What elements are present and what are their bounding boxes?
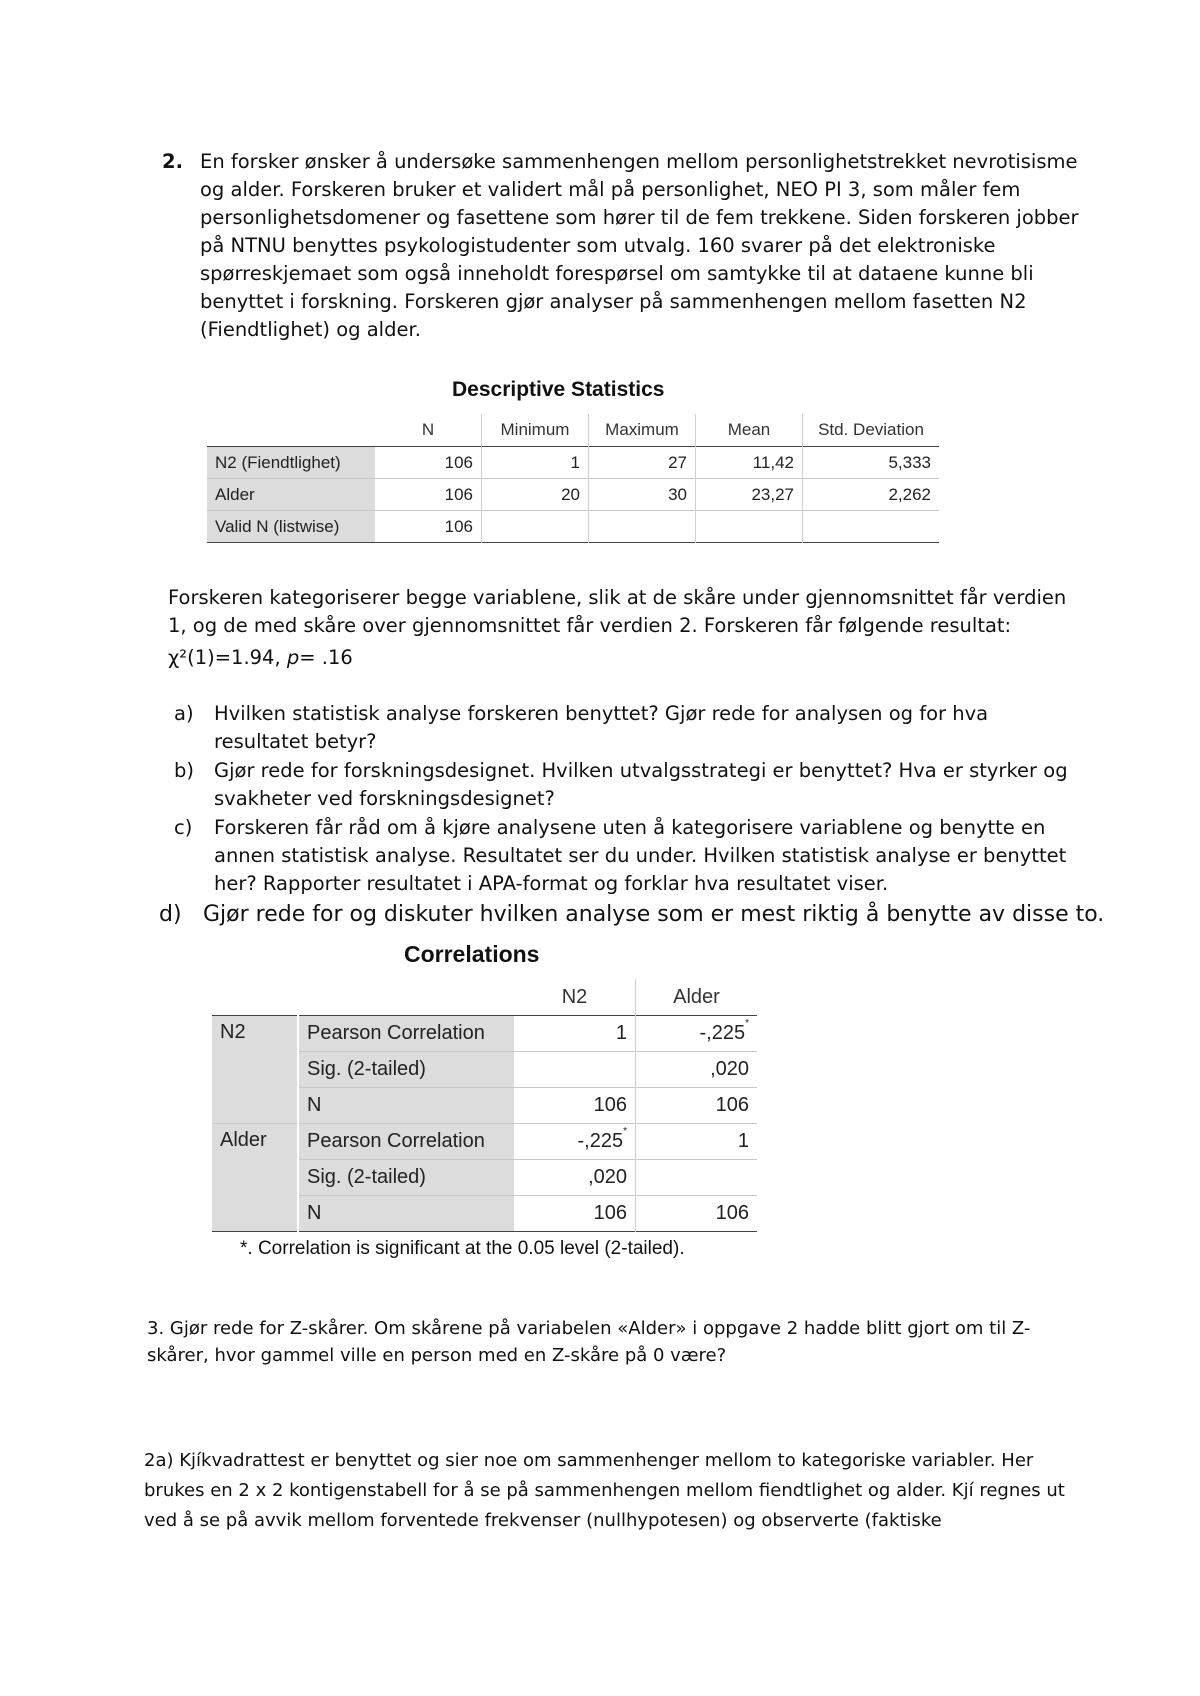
correlations-footnote: *. Correlation is significant at the 0.05 level (2-tailed). bbox=[240, 1238, 685, 1259]
stat-label: N bbox=[298, 1196, 514, 1232]
chi-suffix: = .16 bbox=[299, 646, 353, 669]
cell-n: 106 bbox=[375, 511, 482, 543]
cell-min: 1 bbox=[482, 447, 589, 479]
chi-square-result bbox=[168, 644, 353, 672]
list-item bbox=[168, 814, 1088, 898]
cell-max: 27 bbox=[589, 447, 696, 479]
item-label: b) bbox=[174, 759, 194, 782]
item-text: Forskeren får råd om å kjøre analysene uten å kategorisere variablene og benytte en annen statistisk analyse. Resultatet ser du under. Hvilken statistisk analyse er benyttet her? Rapporter resultatet i APA-format og forklar hva resultatet viser. bbox=[214, 816, 1067, 895]
sub-questions bbox=[168, 700, 1088, 899]
cell-alder: -,225* bbox=[636, 1016, 758, 1052]
chi-prefix: χ²(1)=1.94, bbox=[168, 646, 287, 669]
question-text: En forsker ønsker å undersøke sammenhengen mellom personlighetstrekket nevrotisisme og alder. Forskeren bruker et validert mål på personlighet, NEO PI 3, som måler fem personlighetsdomener og fasettene som hører til de fem trekkene. Siden forskeren jobber på NTNU benyttes psykologistudenter som utvalg. 160 svarer på det elektroniske spørreskjemaet som også inneholdt forespørsel om samtykke til at dataene kunne bli benyttet i forskning. Forskeren gjør analyser på sammenhengen mellom fasetten N2 (Fiendtlighet) og alder. bbox=[200, 150, 1079, 341]
cell-n2: ,020 bbox=[514, 1160, 636, 1196]
cell-min bbox=[482, 511, 589, 543]
cell-n: 106 bbox=[444, 452, 473, 472]
table-header-row bbox=[212, 979, 757, 1016]
column-header: Mean bbox=[696, 414, 803, 447]
cell-n: 106 bbox=[375, 479, 482, 511]
stat-label: Pearson Correlation bbox=[298, 1124, 514, 1160]
cell-n2 bbox=[514, 1052, 636, 1088]
column-header: Alder bbox=[636, 979, 758, 1016]
categorization-paragraph: Forskeren kategoriserer begge variablene, slik at de skåre under gjennomsnittet får verdien 1, og de med skåre over gjennomsnittet får verdien 2. Forskeren får følgende resultat: bbox=[168, 586, 1067, 637]
group-label: Alder bbox=[212, 1124, 298, 1232]
table-row bbox=[207, 447, 939, 479]
column-header: Minimum bbox=[482, 414, 589, 447]
cell-alder: 1 bbox=[636, 1124, 758, 1160]
stat-label: N bbox=[298, 1088, 514, 1124]
column-header: N bbox=[421, 420, 435, 439]
cell-min: 20 bbox=[482, 479, 589, 511]
cell-mean bbox=[696, 511, 803, 543]
cell-max bbox=[589, 511, 696, 543]
item-label: d) bbox=[159, 902, 182, 927]
item-text: Gjør rede for og diskuter hvilken analyse som er mest riktig å benytte av disse to. bbox=[203, 902, 1105, 927]
question-number: 2. bbox=[162, 150, 183, 173]
cell-max: 30 bbox=[589, 479, 696, 511]
answer-2a: 2a) Kjíkvadrattest er benyttet og sier noe om sammenhenger mellom to kategoriske variabler. Her brukes en 2 x 2 kontigenstabell for å se på sammenhengen mellom fiendtlighet og alder. Kjí regnes ut ved å se på avvik mellom forventede frekvenser (nullhypotesen) og observerte (faktiske bbox=[144, 1450, 1065, 1531]
descriptive-statistics-table bbox=[207, 414, 939, 543]
row-label: Alder bbox=[207, 479, 375, 511]
correlations-title: Correlations bbox=[404, 941, 540, 967]
stat-label: Sig. (2-tailed) bbox=[298, 1052, 514, 1088]
question-3: 3. Gjør rede for Z-skårer. Om skårene på variabelen «Alder» i oppgave 2 hadde blitt gjort om til Z-skårer, hvor gammel ville en person med en Z-skåre på 0 være? bbox=[147, 1318, 1031, 1366]
cell-sd: 5,333 bbox=[803, 447, 940, 479]
row-label: N2 (Fiendtlighet) bbox=[207, 447, 375, 479]
item-label: a) bbox=[174, 702, 194, 725]
cell-n2: 106 bbox=[514, 1088, 636, 1124]
table-header-row bbox=[207, 414, 939, 447]
cell-mean: 23,27 bbox=[696, 479, 803, 511]
table-row bbox=[212, 1016, 757, 1052]
item-text: Gjør rede for forskningsdesignet. Hvilken utvalgsstrategi er benyttet? Hva er styrker og svakheter ved forskningsdesignet? bbox=[214, 759, 1068, 810]
column-header: Maximum bbox=[589, 414, 696, 447]
column-header: N2 bbox=[561, 985, 588, 1008]
list-item bbox=[168, 700, 1088, 756]
cell-n2: -,225* bbox=[514, 1124, 636, 1160]
cell-alder: 106 bbox=[636, 1196, 758, 1232]
list-item bbox=[168, 757, 1088, 813]
cell-alder: 106 bbox=[636, 1088, 758, 1124]
stat-label: Sig. (2-tailed) bbox=[298, 1160, 514, 1196]
cell-alder: ,020 bbox=[636, 1052, 758, 1088]
cell-n2: 106 bbox=[514, 1196, 636, 1232]
group-label: N2 bbox=[212, 1016, 298, 1124]
cell-n2: 1 bbox=[615, 1022, 627, 1044]
descriptive-statistics-title: Descriptive Statistics bbox=[452, 378, 665, 401]
table-row bbox=[212, 1124, 757, 1160]
correlations-table bbox=[212, 979, 757, 1232]
item-text: Hvilken statistisk analyse forskeren benyttet? Gjør rede for analysen og for hva resultatet betyr? bbox=[214, 702, 989, 753]
cell-sd: 2,262 bbox=[803, 479, 940, 511]
p-symbol: p bbox=[286, 646, 300, 669]
cell-sd bbox=[803, 511, 940, 543]
cell-alder bbox=[636, 1160, 758, 1196]
stat-label: Pearson Correlation bbox=[298, 1016, 514, 1052]
item-label: c) bbox=[174, 816, 193, 839]
table-row bbox=[207, 511, 939, 543]
row-label: Valid N (listwise) bbox=[207, 511, 375, 543]
column-header: Std. Deviation bbox=[803, 414, 940, 447]
table-row bbox=[207, 479, 939, 511]
cell-mean: 11,42 bbox=[696, 447, 803, 479]
